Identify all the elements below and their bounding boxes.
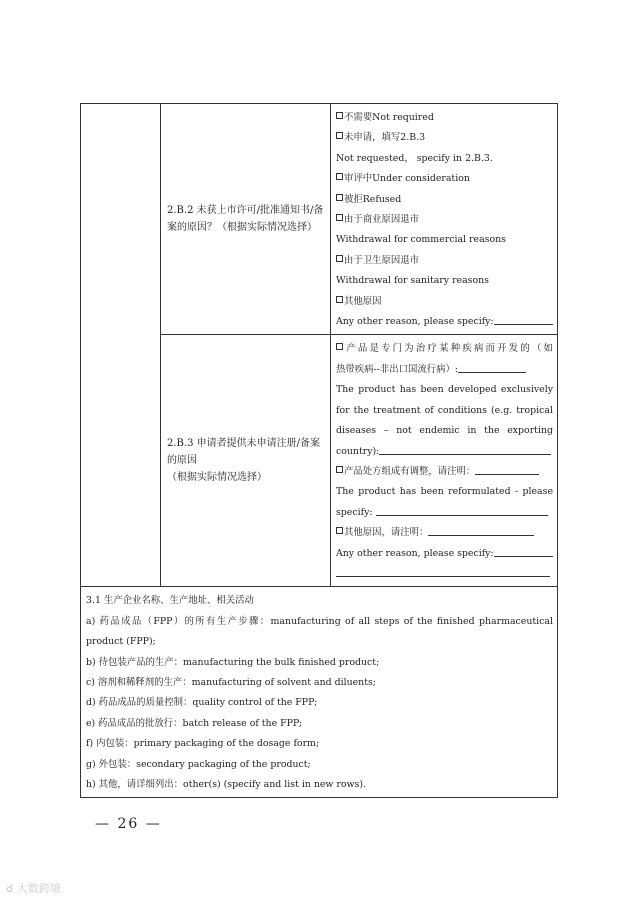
activity-c: c) 溶剂和稀释剂的生产：manufacturing of solvent and diluents; [86, 676, 376, 688]
label-2b2-text: 2.B.2 未获上市许可/批准通知书/备案的原因？（根据实际情况选择） [167, 205, 324, 234]
option-reformulated-en-2: specify: [336, 503, 553, 523]
blank-cell [81, 104, 161, 587]
checkbox-icon[interactable] [336, 527, 343, 534]
checkbox-icon[interactable] [336, 296, 343, 303]
checkbox-icon[interactable] [336, 173, 343, 180]
label-2b3-line2: （根据实际情况选择） [167, 472, 267, 484]
row-2b2 [81, 104, 558, 335]
watermark-logo-icon: ☌ [6, 882, 14, 895]
option-not-requested[interactable]: 未申请，填写2.B.3 [336, 128, 553, 148]
fill-in-line[interactable] [494, 314, 553, 325]
activity-b: b) 待包装产品的生产：manufacturing the bulk finished product; [86, 656, 380, 668]
row-section-31 [81, 587, 558, 798]
option-specific-disease-en-4: country): [336, 442, 553, 462]
option-other-reason-2b3-blank [336, 564, 553, 584]
watermark: ☌ 大数跨境 [6, 882, 61, 895]
options-2b3 [331, 335, 558, 587]
option-other-reason-en: Any other reason, please specify: [336, 312, 553, 332]
option-other-reason-2b3[interactable]: 其他原因，请注明： [336, 523, 553, 543]
fill-in-line[interactable] [428, 525, 534, 536]
label-2b3 [161, 335, 331, 587]
label-2b2 [161, 104, 331, 335]
form-table [80, 103, 558, 798]
option-sanitary-withdrawal[interactable]: 由于卫生原因退市 [336, 251, 553, 271]
option-other-reason-2b3-en: Any other reason, please specify: [336, 544, 553, 564]
option-refused[interactable]: 被拒Refused [336, 190, 553, 210]
option-not-requested-en: Not requested， specify in 2.B.3. [336, 152, 493, 164]
options-2b2 [331, 104, 558, 335]
option-commercial-withdrawal[interactable]: 由于商业原因退市 [336, 210, 553, 230]
option-commercial-withdrawal-en: Withdrawal for commercial reasons [336, 234, 506, 246]
fill-in-line[interactable] [494, 546, 553, 557]
checkbox-icon[interactable] [336, 112, 343, 119]
label-2b3-line1: 2.B.3 申请者提供未申请注册/备案的原因 [167, 438, 320, 467]
checkbox-icon[interactable] [336, 343, 343, 350]
option-reformulated[interactable]: 产品处方组成有调整，请注明： [336, 462, 553, 482]
option-under-consideration[interactable]: 审评中Under consideration [336, 169, 553, 189]
option-specific-disease-en-2: for the treatment of conditions (e.g. tropical [336, 404, 553, 416]
checkbox-icon[interactable] [336, 132, 343, 139]
checkbox-icon[interactable] [336, 194, 343, 201]
option-specific-disease-en-1: The product has been developed exclusively [336, 384, 553, 396]
checkbox-icon[interactable] [336, 466, 343, 473]
option-sanitary-withdrawal-en: Withdrawal for sanitary reasons [336, 275, 489, 287]
section-31-title: 3.1 生产企业名称、生产地址、相关活动 [86, 595, 254, 607]
fill-in-line[interactable] [336, 566, 550, 577]
option-other-reason[interactable]: 其他原因 [336, 292, 553, 312]
fill-in-line[interactable] [379, 444, 551, 455]
option-specific-disease-en-3: diseases – not endemic in the exporting [336, 425, 553, 437]
activity-a-cont: product (FPP); [86, 636, 156, 648]
activity-d: d) 药品成品的质量控制：quality control of the FPP; [86, 697, 318, 709]
option-specific-disease[interactable]: 产品是专门为治疗某种疾病而开发的（如 [336, 339, 553, 359]
activity-f: f) 内包装：primary packaging of the dosage form; [86, 738, 320, 750]
activity-e: e) 药品成品的批放行：batch release of the FPP; [86, 717, 303, 729]
page-number: — 26 — [95, 816, 162, 832]
fill-in-line[interactable] [475, 464, 539, 475]
activity-a: a) 药品成品（FPP）的所有生产步骤：manufacturing of all steps of the finished pharmaceutical [86, 615, 553, 627]
option-not-required[interactable]: 不需要Not required [336, 108, 553, 128]
activity-g: g) 外包装：secondary packaging of the product; [86, 758, 311, 770]
section-31-cell [81, 587, 558, 798]
fill-in-line[interactable] [376, 505, 548, 516]
option-reformulated-en-1: The product has been reformulated - please [336, 486, 553, 498]
fill-in-line[interactable] [458, 362, 526, 373]
checkbox-icon[interactable] [336, 214, 343, 221]
checkbox-icon[interactable] [336, 255, 343, 262]
activity-h: h) 其他，请详细列出：other(s) (specify and list in new rows). [86, 779, 367, 790]
option-specific-disease-cont: 热带疾病--非出口国流行病）: [336, 360, 553, 380]
